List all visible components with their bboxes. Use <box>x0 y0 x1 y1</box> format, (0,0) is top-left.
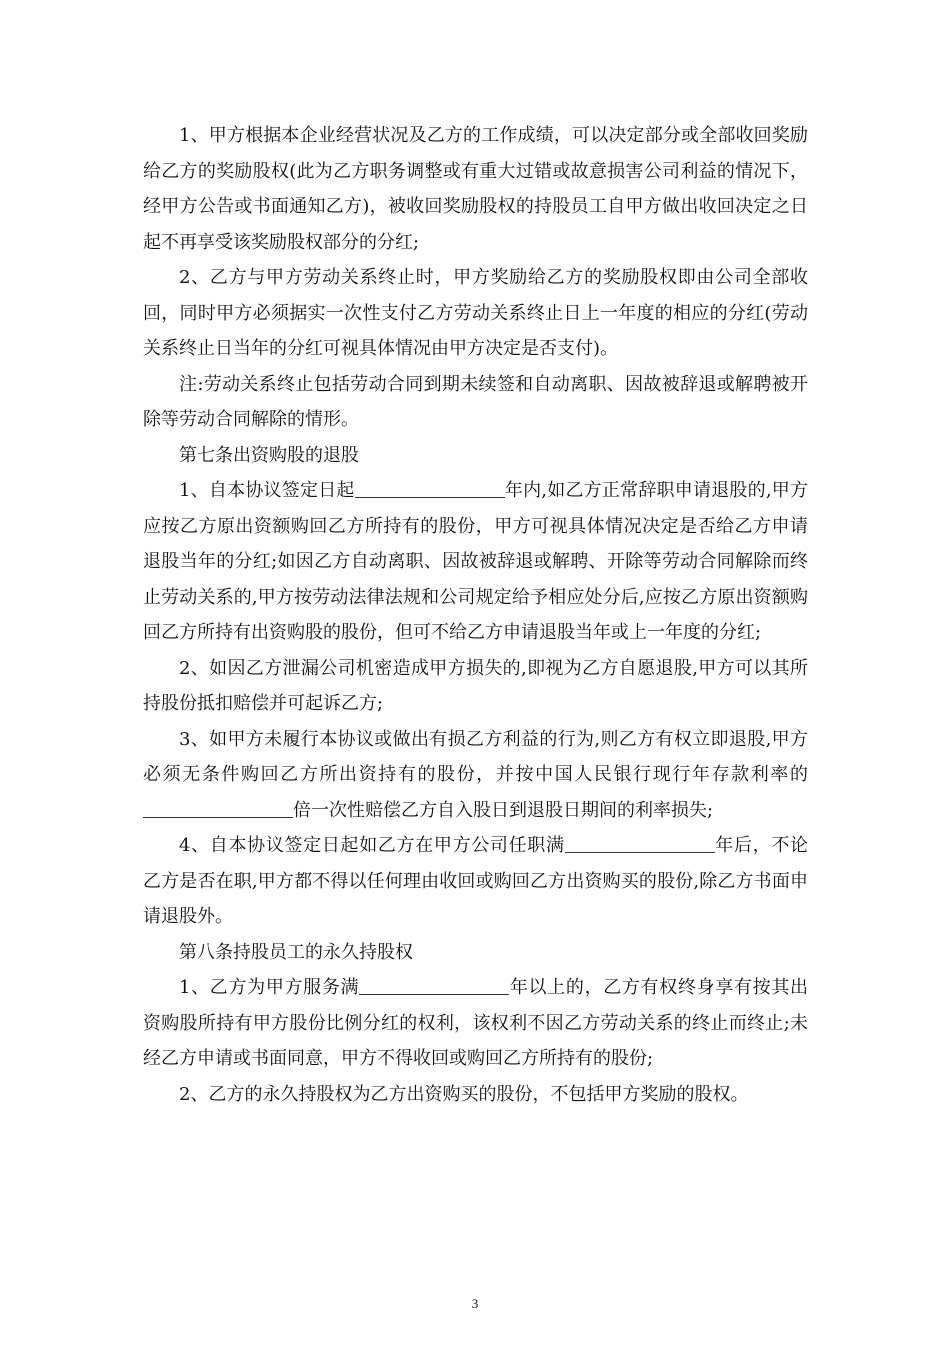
paragraph-1: 1、甲方根据本企业经营状况及乙方的工作成绩，可以决定部分或全部收回奖励给乙方的奖励股权(此为乙方职务调整或有重大过错或故意损害公司利益的情况下，经甲方公告或书面通知乙方)，被收回奖励股权的持股员工自甲方做出收回决定之日起不再享受该奖励股权部分的分红; <box>143 125 808 253</box>
article-8-clause-1: 1、乙方为甲方服务满 年以上的，乙方有权终身享有按其出资购股所持有甲方股份比例分红的权利，该权利不因乙方劳动关系的终止而终止;未经乙方申请或书面同意，甲方不得收回或购回乙方所持有的股份; <box>143 977 808 1069</box>
article-7-clause-1: 1、自本协议签定日起 年内,如乙方正常辞职申请退股的,甲方应按乙方原出资额购回乙方所持有的股份，甲方可视具体情况决定是否给乙方申请退股当年的分红;如因乙方自动离职、因故被辞退或解聘、开除等劳动合同解除而终止劳动关系的,甲方按劳动法律法规和公司规定给予相应处分后,应按乙方原出资额购回乙方所持有出资购股的股份，但可不给乙方申请退股当年或上一年度的分红; <box>143 480 808 643</box>
note-paragraph: 注:劳动关系终止包括劳动合同到期未续签和自动离职、因故被辞退或解聘被开除等劳动合同解除的情形。 <box>143 373 808 430</box>
fill-in-blank <box>355 479 505 498</box>
fill-in-blank <box>143 799 293 818</box>
article-7-clause-2: 2、如因乙方泄漏公司机密造成甲方损失的,即视为乙方自愿退股,甲方可以其所持股份抵扣赔偿并可起诉乙方; <box>143 657 808 714</box>
article-8-clause-2: 2、乙方的永久持股权为乙方出资购买的股份，不包括甲方奖励的股权。 <box>179 1083 749 1105</box>
article-7-clause-4: 4、自本协议签定日起如乙方在甲方公司任职满 年后，不论乙方是否在职,甲方都不得以任何理由收回或购回乙方出资购买的股份,除乙方书面申请退股外。 <box>143 835 808 927</box>
paragraph-2: 2、乙方与甲方劳动关系终止时，甲方奖励给乙方的奖励股权即由公司全部收回，同时甲方必须据实一次性支付乙方劳动关系终止日上一年度的相应的分红(劳动关系终止日当年的分红可视具体情况由甲方决定是否支付)。 <box>143 267 808 359</box>
fill-in-blank <box>565 834 715 853</box>
article-7-clause-3: 3、如甲方未履行本协议或做出有损乙方利益的行为,则乙方有权立即退股,甲方必须无条件购回乙方所出资持有的股份，并按中国人民银行现行年存款利率的倍一次性赔偿乙方自入股日到退股日期间的利率损失; <box>143 728 808 821</box>
article-8-heading: 第八条持股员工的永久持股权 <box>179 941 413 963</box>
article-7-heading: 第七条出资购股的退股 <box>179 444 359 466</box>
fill-in-blank <box>359 976 509 995</box>
document-body <box>143 118 808 1112</box>
page-number: 3 <box>471 1296 479 1311</box>
